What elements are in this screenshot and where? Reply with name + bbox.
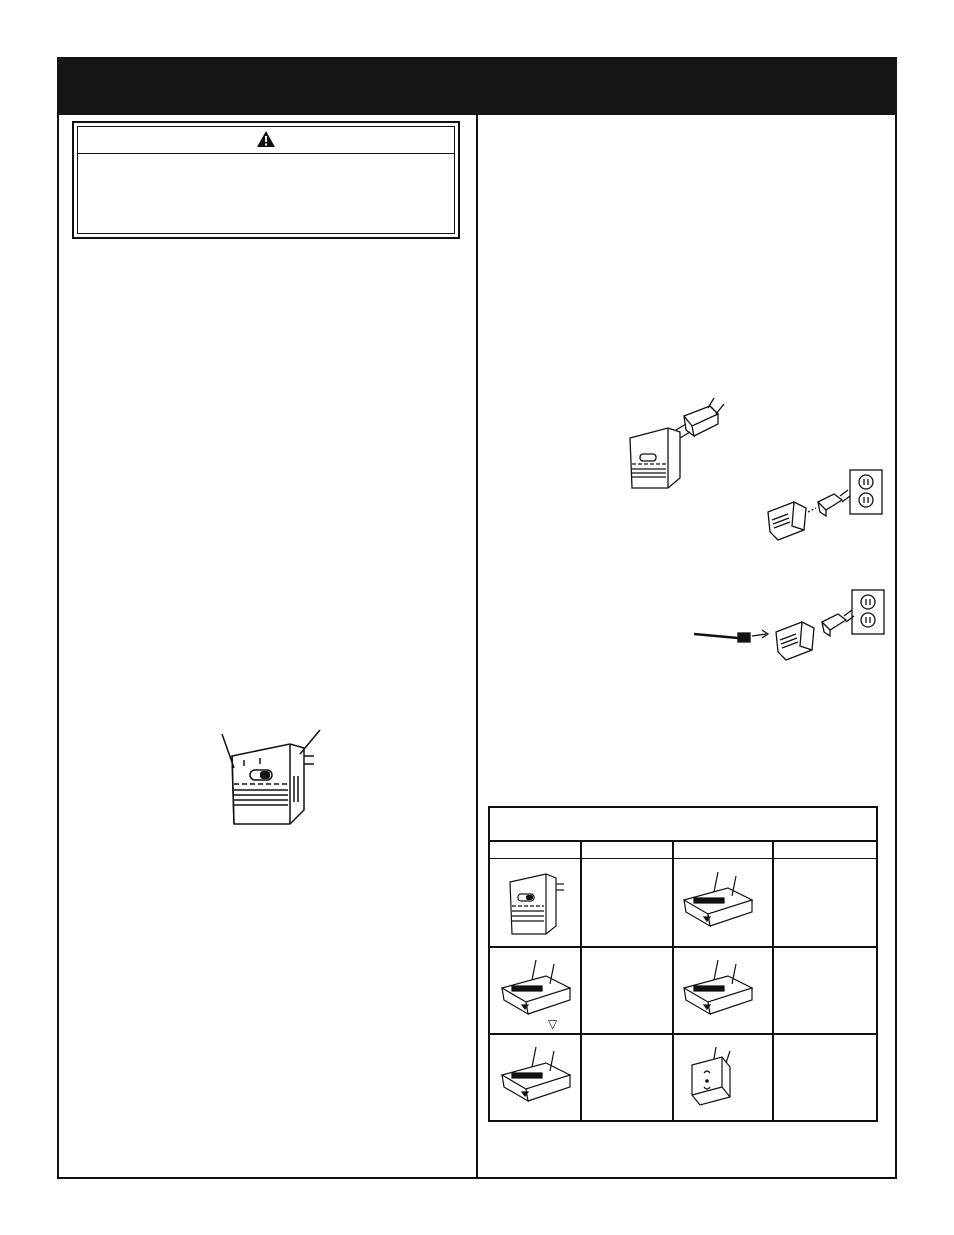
- wall-outlet-icon: [850, 470, 882, 514]
- grounded-plug-adapter-icon: [686, 1043, 746, 1109]
- appliance-cord-icon: [694, 630, 768, 642]
- warning-inner-border: [77, 126, 455, 234]
- column-divider: [476, 114, 478, 1178]
- voltage-converter-icon: [768, 502, 806, 540]
- header-bar: [57, 57, 897, 115]
- table-row: [490, 1035, 876, 1121]
- plug-adapter-icon: [680, 870, 760, 932]
- warning-header: [78, 127, 454, 154]
- table-header-row: [490, 842, 876, 859]
- voltage-converter-icon: [214, 726, 326, 830]
- warning-text: [86, 161, 446, 227]
- appliance-cord-figure: [694, 588, 886, 668]
- table-row: [490, 860, 876, 946]
- warning-box: [72, 121, 460, 239]
- plug-adapter-icon: [822, 610, 854, 636]
- plug-adapter-icon: [498, 1045, 578, 1107]
- plug-adapter-icon: [498, 958, 578, 1020]
- down-triangle-mark: ▽: [548, 1017, 558, 1031]
- plug-adapter-icon: [818, 490, 850, 516]
- plug-adapter-icon: [684, 398, 724, 436]
- voltage-converter-icon: [506, 868, 572, 938]
- adapter-table: [488, 806, 878, 1122]
- warning-triangle-icon: [256, 130, 276, 148]
- voltage-converter-icon: [776, 622, 814, 660]
- converter-switch-figure: [214, 726, 326, 830]
- adapter-into-converter-figure: [626, 396, 738, 490]
- wall-outlet-icon: [852, 590, 884, 634]
- table-title: [490, 808, 876, 842]
- table-row: [490, 948, 876, 1032]
- voltage-converter-icon: [630, 428, 680, 488]
- plug-adapter-icon: [680, 958, 760, 1020]
- converter-into-outlet-figure: [764, 468, 886, 544]
